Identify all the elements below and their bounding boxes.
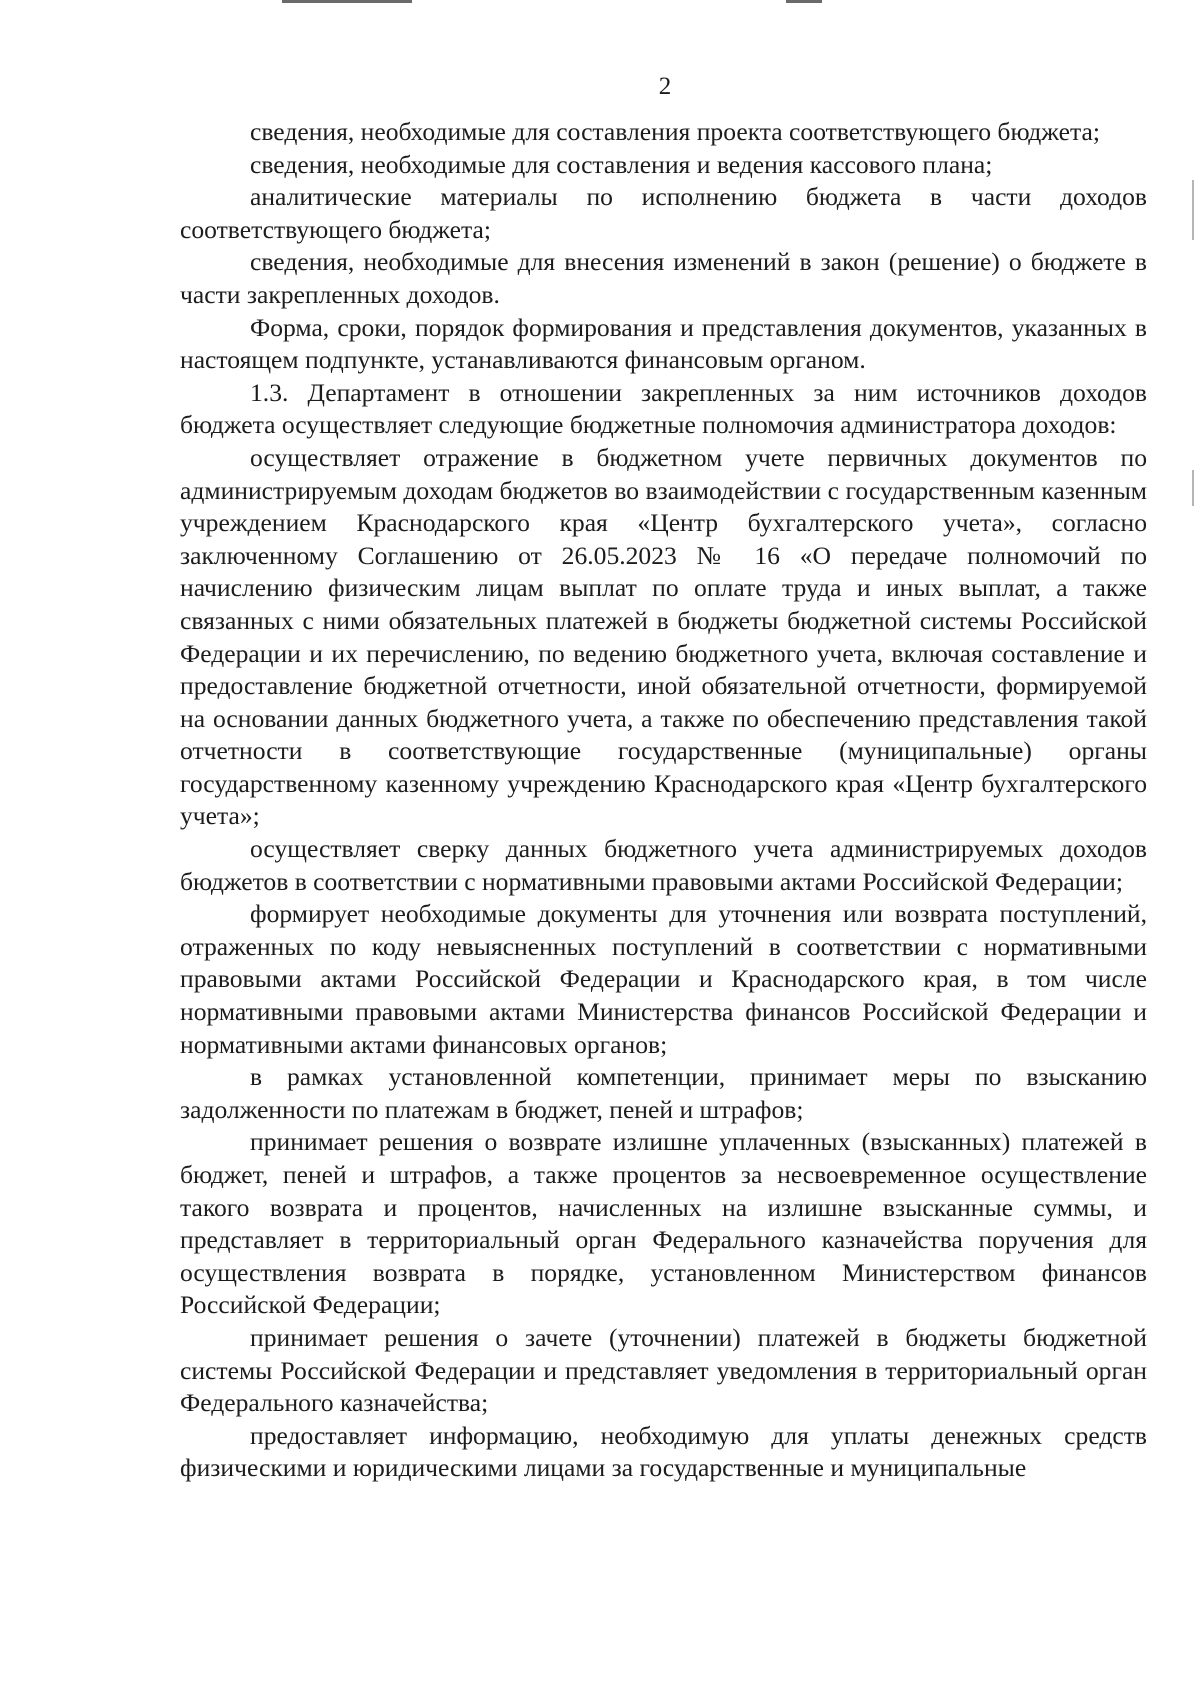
paragraph: сведения, необходимые для внесения изменений в закон (решение) о бюджете в части закрепленных доходов. (180, 247, 1147, 309)
paragraph: предоставляет информацию, необходимую для уплаты денежных средств физическими и юридическими лицами за государственные и муниципальные (180, 1420, 1147, 1483)
paragraph: сведения, необходимые для составления и ведения кассового плана; (250, 149, 993, 179)
paragraph: аналитические материалы по исполнению бюджета в части доходов соответствующего бюджета; (180, 182, 1147, 244)
scan-top-marks (0, 0, 1200, 10)
paragraph: осуществляет сверку данных бюджетного учета администрируемых доходов бюджетов в соответствии с нормативными правовыми актами Российской Федерации; (180, 834, 1147, 896)
paragraph: Форма, сроки, порядок формирования и представления документов, указанных в настоящем подпункте, устанавливаются финансовым органом. (180, 312, 1147, 375)
paragraph: принимает решения о зачете (уточнении) платежей в бюджеты бюджетной системы Российской Федерации и представляет уведомления в территориальный орган Федерального казначейства; (180, 1322, 1147, 1418)
scan-edge-line (1192, 180, 1194, 240)
scan-mark (786, 0, 822, 3)
paragraph: в рамках установленной компетенции, принимает меры по взысканию задолженности по платежам в бюджет, пеней и штрафов; (180, 1062, 1147, 1124)
paragraph: осуществляет отражение в бюджетном учете первичных документов по администрируемым доходам бюджетов во взаимодействии с государственным казенным учреждением Краснодарского края «Центр бухгалтерского учета», согласно заключенному Соглашению от 26.05.2023 № 16 «О передаче полномочий по начислению физическим лицам выплат по оплате труда и иных выплат, а также связанных с ними обязательных платежей в бюджеты бюджетной системы Российской Федерации и их перечислению, по ведению бюджетного учета, включая составление и предоставление бюджетной отчетности, иной обязательной отчетности, формируемой на основании данных бюджетного учета, а также по обеспечению представления такой отчетности в соответствующие государственные (муниципальные) органы государственному казенному учреждению Краснодарского края «Центр бухгалтерского учета»; (180, 442, 1147, 831)
paragraph: формирует необходимые документы для уточнения или возврата поступлений, отраженных по коду невыясненных поступлений в соответствии с нормативными правовыми актами Российской Федерации и Краснодарского края, в том числе нормативными правовыми актами Министерства финансов Российской Федерации и нормативными актами финансовых органов; (180, 899, 1147, 1059)
scan-mark (282, 0, 412, 3)
page-number: 2 (658, 73, 672, 100)
document-body (180, 116, 1147, 1485)
paragraph-section-1-3: 1.3. Департамент в отношении закрепленных за ним источников доходов бюджета осуществляет следующие бюджетные полномочия администратора доходов: (180, 377, 1147, 440)
scan-edge-line (1192, 470, 1194, 506)
paragraph: сведения, необходимые для составления проекта соответствующего бюджета; (250, 117, 1100, 146)
paragraph: принимает решения о возврате излишне уплаченных (взысканных) платежей в бюджет, пеней и штрафов, а также процентов за несвоевременное осуществление такого возврата и процентов, начисленных на излишне взысканные суммы, и представляет в территориальный орган Федерального казначейства поручения для осуществления возврата в порядке, установленном Министерством финансов Российской Федерации; (180, 1127, 1147, 1320)
